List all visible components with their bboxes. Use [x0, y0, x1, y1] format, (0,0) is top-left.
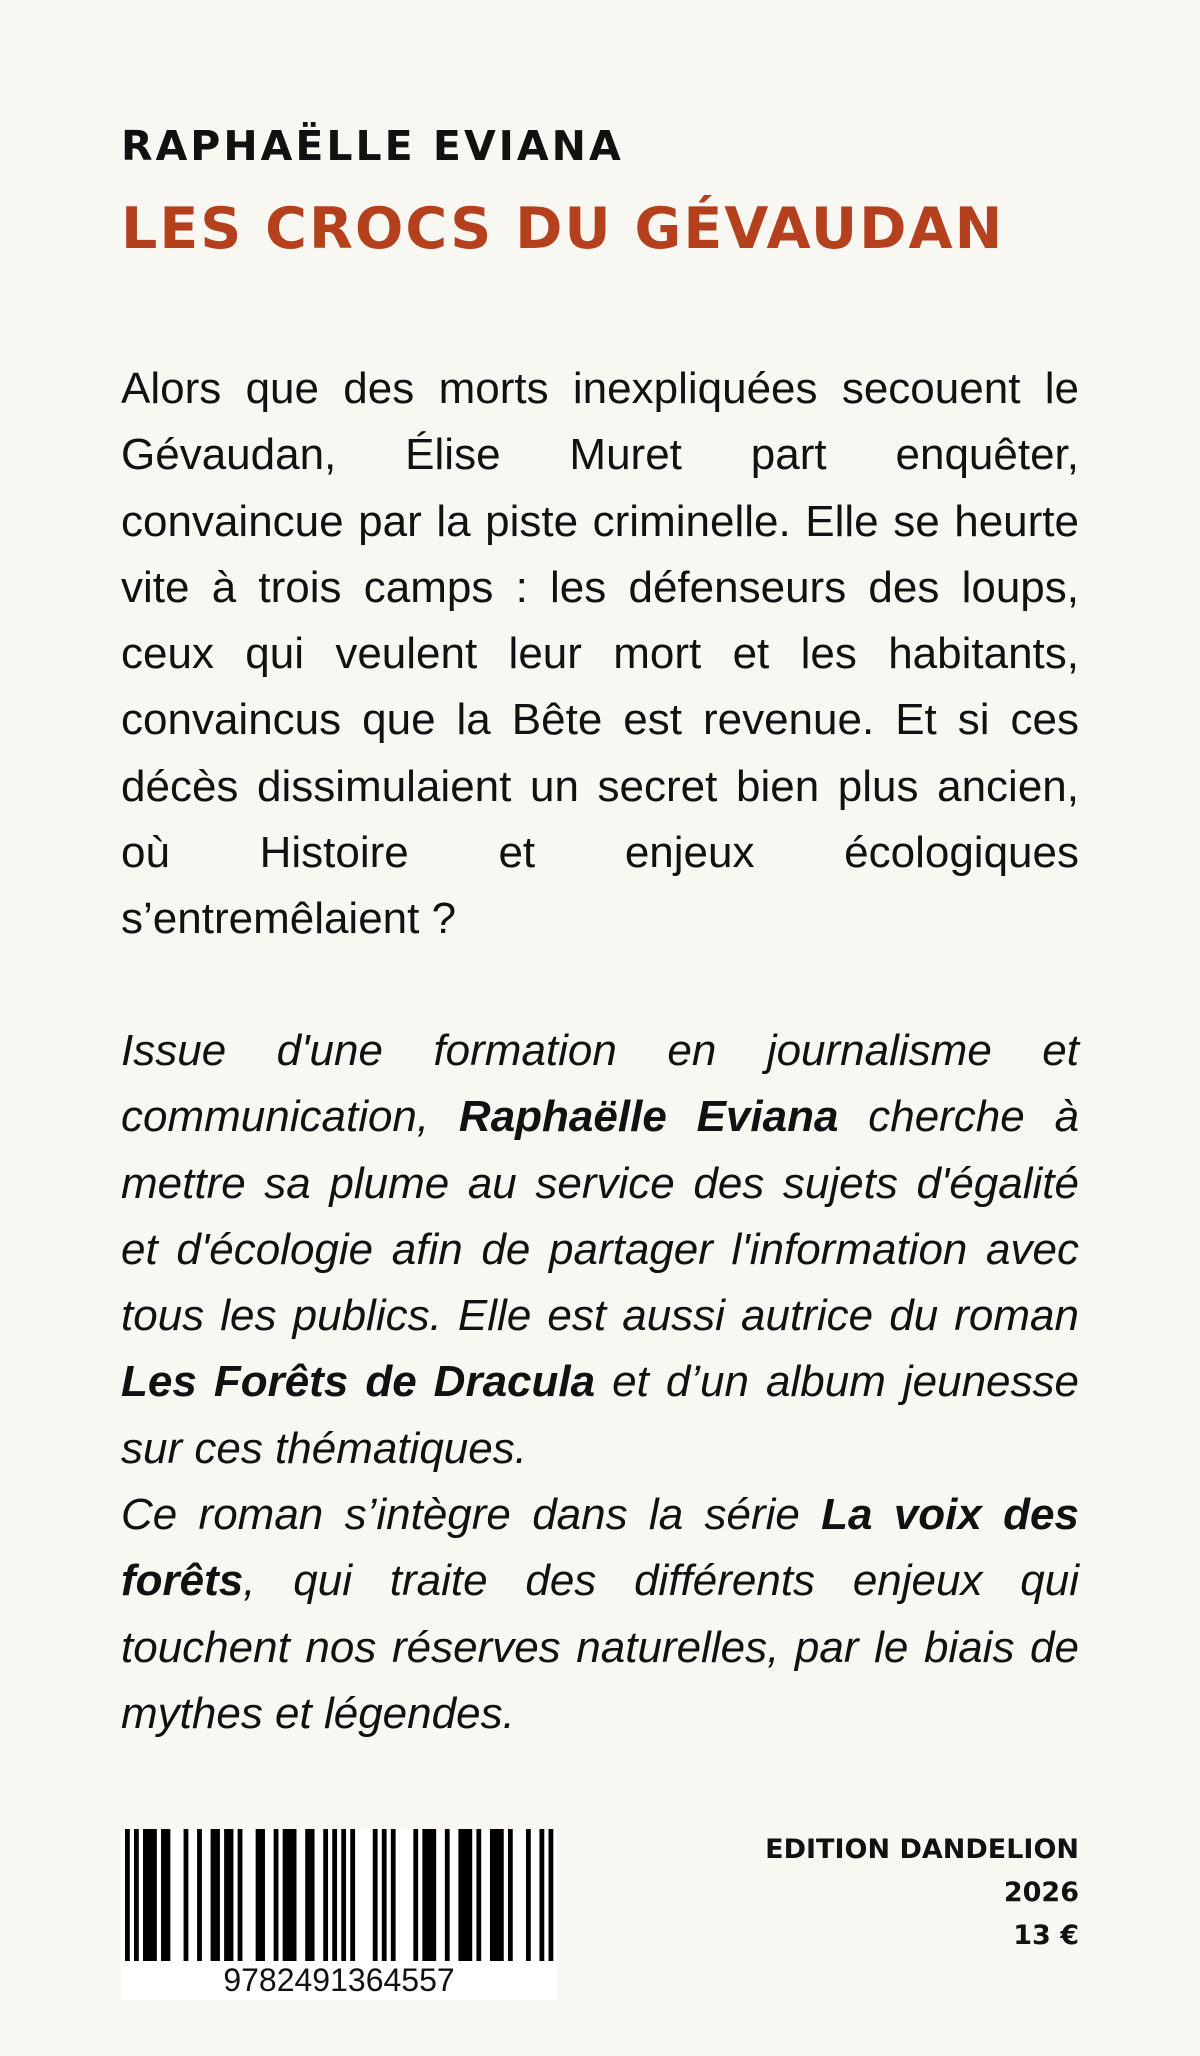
barcode-bar — [184, 1829, 189, 1961]
bio-other-book: Les Forêts de Dracula — [121, 1357, 596, 1407]
barcode-bar — [391, 1829, 396, 1961]
barcode-bar — [161, 1829, 166, 1961]
bio-author-name: Raphaëlle Eviana — [458, 1092, 839, 1142]
barcode-bar — [350, 1829, 355, 1961]
barcode-bar — [413, 1829, 418, 1961]
barcode-bar — [287, 1829, 292, 1961]
barcode-bar — [283, 1829, 288, 1961]
barcode-bar — [125, 1829, 130, 1961]
barcode-bar — [499, 1829, 504, 1961]
barcode-bar — [134, 1829, 139, 1961]
barcode-bar — [476, 1829, 481, 1961]
barcode-bar — [494, 1829, 499, 1961]
barcode-bar — [539, 1829, 544, 1961]
barcode-bar — [260, 1829, 265, 1961]
bio-series-name: La voix des forêts — [121, 1490, 1079, 1606]
book-title: LES CROCS DU GÉVAUDAN — [121, 196, 1005, 262]
bio-text-2: cherche à mettre sa plume au service des sujets d'égalité et d'écologie afin de partager l'information avec tous les publics. Elle est aussi autrice du roman — [121, 1092, 1080, 1341]
barcode-bar — [445, 1829, 450, 1961]
barcode-bar — [310, 1829, 315, 1961]
barcode-bar — [211, 1829, 216, 1961]
barcode-bar — [427, 1829, 432, 1961]
publisher-info — [765, 1828, 1079, 1957]
barcode-bar — [463, 1829, 468, 1961]
barcode-bar — [373, 1829, 378, 1961]
barcode-bar — [229, 1829, 234, 1961]
bio-text-5: , qui traite des différents enjeux qui touchent nos réserves naturelles, par le biais de mythes et légendes. — [121, 1556, 1079, 1738]
publisher-name: EDITION DANDELION — [765, 1834, 1079, 1865]
barcode-bar — [292, 1829, 297, 1961]
isbn-number: 9782491364557 — [223, 1962, 455, 1998]
barcode-bar — [548, 1829, 553, 1961]
publication-year: 2026 — [1003, 1877, 1079, 1908]
barcode-bar — [382, 1829, 387, 1961]
barcode-bar — [508, 1829, 513, 1961]
barcode-bar — [224, 1829, 229, 1961]
barcode-bar — [143, 1829, 148, 1961]
barcode-bar — [467, 1829, 472, 1961]
barcode-bar — [152, 1829, 157, 1961]
summary-paragraph: Alors que des morts inexpliquées secouent le Gévaudan, Élise Muret part enquêter, convaincue par la piste criminelle. Elle se heurte vite à trois camps : les défenseurs des loups, ceux qui veulent leur mort et les habitants, convaincus que la Bête est revenue. Et si ces décès dissimulaient un secret bien plus ancien, où Histoire et enjeux écologiques s’entremêlaient ? — [121, 364, 1079, 944]
barcode-bar — [490, 1829, 495, 1961]
barcode-bar — [274, 1829, 279, 1961]
barcode-bar — [305, 1829, 310, 1961]
barcode-bar — [238, 1829, 243, 1961]
author-name: RAPHAËLLE EVIANA — [121, 122, 624, 170]
barcode-bar — [332, 1829, 337, 1961]
barcode-bar — [166, 1829, 171, 1961]
barcode-bar — [256, 1829, 261, 1961]
barcode — [121, 1829, 557, 2000]
barcode-bar — [431, 1829, 436, 1961]
bio-text-3: et d’un album jeunesse sur ces thématiques. — [121, 1357, 1079, 1473]
book-price: 13 € — [1013, 1920, 1079, 1951]
bio-text-4: Ce roman s’intègre dans la série — [121, 1490, 822, 1540]
barcode-bar — [197, 1829, 202, 1961]
barcode-bar — [458, 1829, 463, 1961]
barcode-bar — [422, 1829, 427, 1961]
barcode-bar — [341, 1829, 346, 1961]
author-bio-paragraph — [121, 1018, 1079, 1747]
barcode-bars — [121, 1829, 557, 1961]
bio-text-1: Issue d'une formation en journalisme et communication, — [121, 1026, 1079, 1142]
barcode-bar — [323, 1829, 328, 1961]
barcode-bar — [215, 1829, 220, 1961]
barcode-bar — [148, 1829, 153, 1961]
barcode-bar — [526, 1829, 531, 1961]
